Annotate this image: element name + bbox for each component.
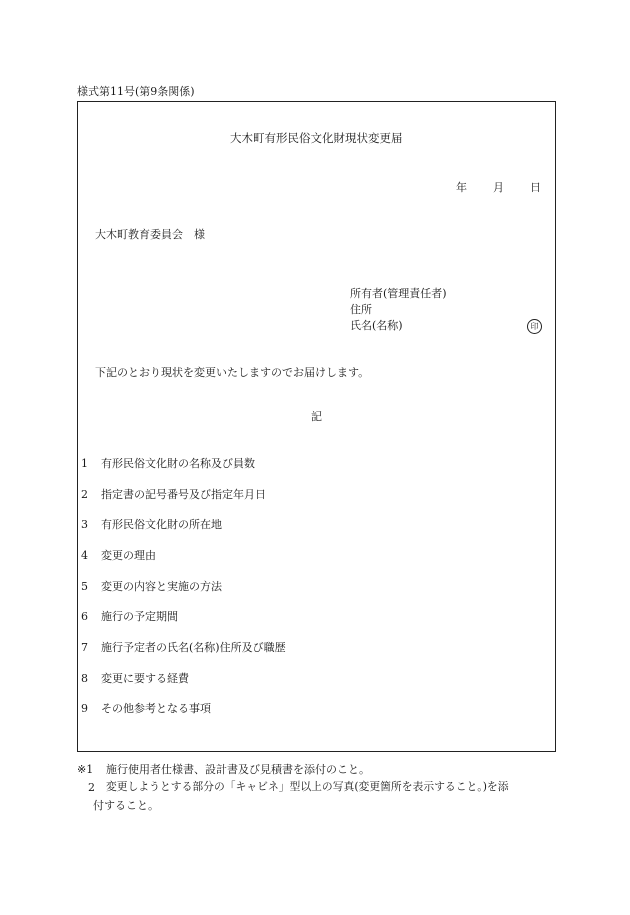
item-number: 6 bbox=[81, 610, 88, 623]
item-label: 施行の予定期間 bbox=[101, 610, 178, 623]
form-title: 大木町有形民俗文化財現状変更届 bbox=[230, 131, 403, 145]
note2-text-line1: 変更しようとする部分の「キャビネ」型以上の写真(変更箇所を表示すること。)を添 bbox=[106, 780, 509, 793]
owner-label: 所有者(管理責任者) bbox=[350, 287, 447, 300]
item-label: 変更の理由 bbox=[101, 549, 156, 562]
item-label: 変更に要する経費 bbox=[101, 672, 189, 685]
item-number: 7 bbox=[81, 641, 88, 654]
item-label: 変更の内容と実施の方法 bbox=[101, 580, 222, 593]
date-day-label: 日 bbox=[530, 181, 541, 194]
form-number: 様式第11号(第9条関係) bbox=[77, 85, 195, 98]
ki-heading: 記 bbox=[311, 410, 322, 423]
item-label: 施行予定者の氏名(名称)住所及び職歴 bbox=[101, 641, 286, 654]
note2-text-line2: 付すること。 bbox=[93, 799, 159, 812]
addressee: 大木町教育委員会 様 bbox=[95, 228, 205, 241]
item-label: 有形民俗文化財の所在地 bbox=[101, 518, 222, 531]
note2-number: 2 bbox=[88, 781, 95, 794]
item-label: 有形民俗文化財の名称及び員数 bbox=[101, 457, 255, 470]
item-number: 1 bbox=[81, 457, 88, 470]
item-number: 4 bbox=[81, 549, 88, 562]
item-label: 指定書の記号番号及び指定年月日 bbox=[101, 488, 266, 501]
item-number: 5 bbox=[81, 580, 88, 593]
item-number: 8 bbox=[81, 672, 88, 685]
form-box bbox=[77, 101, 556, 752]
date-year-label: 年 bbox=[456, 181, 467, 194]
item-label: その他参考となる事項 bbox=[101, 702, 211, 715]
item-number: 3 bbox=[81, 518, 88, 531]
date-month-label: 月 bbox=[493, 181, 504, 194]
item-number: 9 bbox=[81, 702, 88, 715]
note1-mark: ※1 bbox=[77, 763, 94, 776]
item-number: 2 bbox=[81, 488, 88, 501]
note1-text: 施行使用者仕様書、設計書及び見積書を添付のこと。 bbox=[106, 763, 370, 776]
intro-text: 下記のとおり現状を変更いたしますのでお届けします。 bbox=[95, 366, 370, 379]
address-label: 住所 bbox=[350, 303, 372, 316]
name-label: 氏名(名称) bbox=[350, 319, 403, 332]
seal-icon: 印 bbox=[527, 319, 542, 334]
